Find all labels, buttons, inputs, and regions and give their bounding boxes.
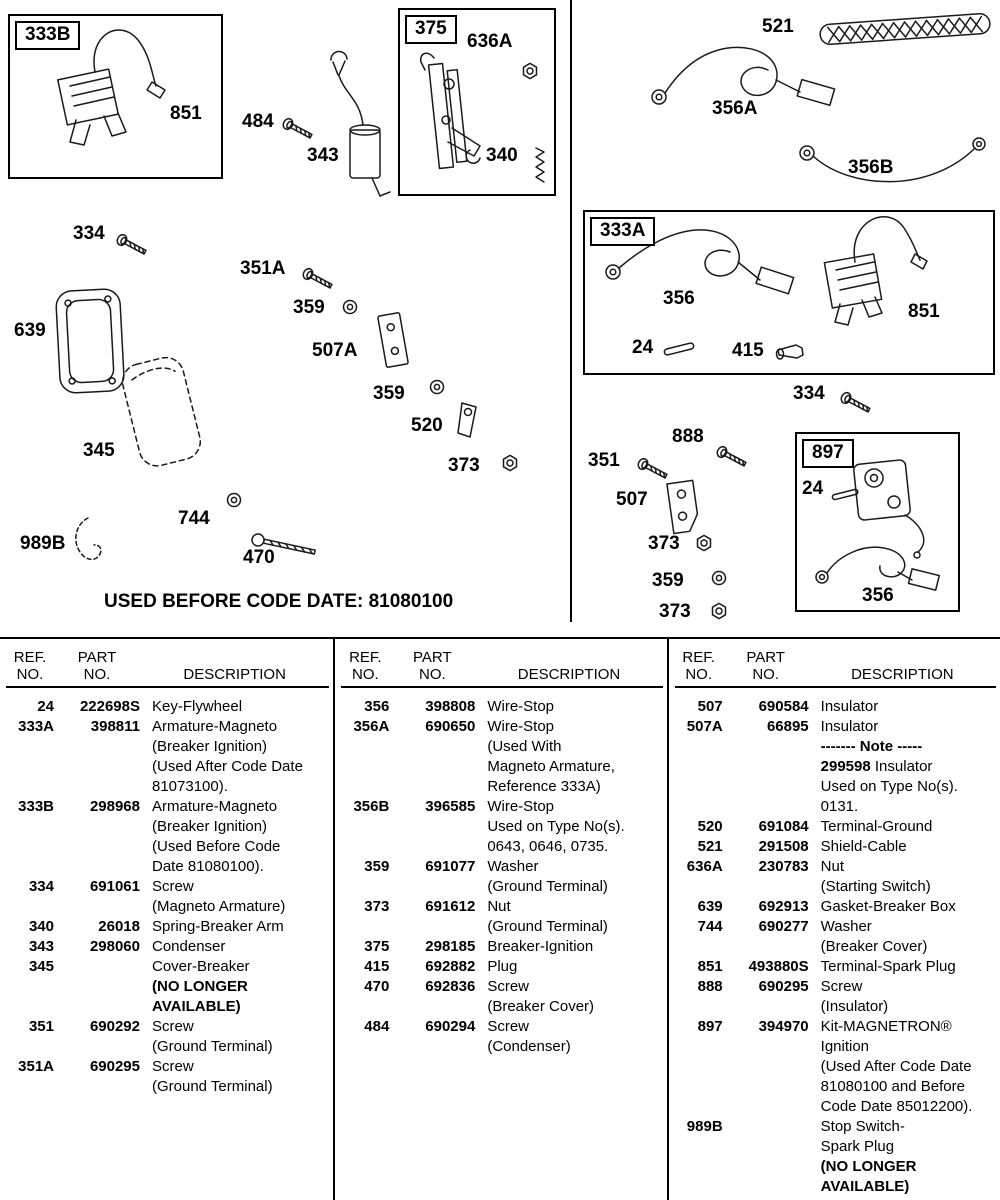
description-cell: [140, 1057, 329, 1097]
part-ref-label-373: 373: [448, 455, 480, 476]
description-text: (Insulator): [820, 998, 889, 1015]
part-no-cell: 690650: [425, 718, 476, 735]
part-row: [6, 877, 329, 917]
insulator-507a-sketch: [378, 312, 409, 367]
part-ref-label-989B: 989B: [20, 533, 66, 554]
part-no-cell: 230783: [758, 858, 809, 875]
ref-no-cell: 343: [28, 938, 54, 955]
part-row: [675, 977, 996, 1017]
part-row: [675, 817, 996, 837]
group-box-label-333A: 333A: [590, 217, 655, 246]
screw-888-icon: [715, 445, 747, 469]
description-cell: [809, 717, 996, 737]
header-ref-no: REF. NO.: [13, 649, 47, 683]
shield-cable-521-sketch: [820, 13, 991, 45]
ref-no-cell: 521: [697, 838, 723, 855]
part-row: [6, 1057, 329, 1097]
part-row: [675, 1017, 996, 1117]
ref-no-cell: 851: [697, 958, 723, 975]
part-no-cell: 690584: [758, 698, 809, 715]
part-ref-label-356A: 356A: [712, 98, 758, 119]
description-text: Condenser: [152, 938, 226, 955]
part-no-cell: 690295: [89, 1058, 140, 1075]
part-row: [6, 957, 329, 1017]
description-cell: [140, 717, 329, 797]
part-no-cell: 291508: [758, 838, 809, 855]
description-cell: [140, 957, 329, 1017]
column-header: [6, 639, 329, 688]
description-text: (Breaker Cover): [820, 938, 928, 955]
part-ref-label-373: 373: [659, 601, 691, 622]
part-ref-label-373: 373: [648, 533, 680, 554]
part-ref-label-744: 744: [178, 508, 210, 529]
part-ref-label-356: 356: [862, 585, 894, 606]
description-text: Terminal-Ground: [820, 818, 933, 835]
description-cell: [475, 957, 662, 977]
nut-373-icon: [504, 455, 517, 470]
description-text: Nut: [487, 898, 511, 915]
part-no-cell: 691077: [425, 858, 476, 875]
description-text: 0643, 0646, 0735.: [487, 838, 609, 855]
part-no-cell: 692913: [758, 898, 809, 915]
description-text: Insulator: [820, 718, 879, 735]
part-ref-label-345: 345: [83, 440, 115, 461]
parts-column-1: [0, 639, 333, 1200]
part-ref-label-484: 484: [242, 111, 274, 132]
part-ref-label-470: 470: [243, 547, 275, 568]
spark-plug-boot-989b-sketch: [76, 518, 101, 559]
description-text: (Breaker Ignition): [152, 818, 268, 835]
parts-table: [0, 637, 1000, 1200]
ref-no-cell: 333B: [18, 798, 54, 815]
description-text: (Breaker Ignition): [152, 738, 268, 755]
part-no-cell: 26018: [98, 918, 140, 935]
ref-no-cell: 989B: [686, 1118, 723, 1135]
header-part-no: PART NO.: [413, 649, 452, 683]
description-text: Insulator: [820, 698, 879, 715]
description-text: 0131.: [820, 798, 859, 815]
description-text: (Starting Switch): [820, 878, 931, 895]
column-rows: [341, 688, 662, 1057]
part-no-cell: 691612: [425, 898, 476, 915]
part-row: [675, 917, 996, 957]
ref-no-cell: 345: [28, 958, 54, 975]
part-no-cell: 298968: [89, 798, 140, 815]
header-part-no: PART NO.: [77, 649, 117, 683]
part-no-cell: 691084: [758, 818, 809, 835]
description-text: Magneto Armature,: [487, 758, 615, 775]
part-row: [341, 717, 662, 797]
parts-column-2: [333, 639, 666, 1200]
description-cell: [809, 697, 996, 717]
part-no-cell: 690295: [758, 978, 809, 995]
part-row: [675, 717, 996, 737]
description-text: Screw: [487, 1018, 530, 1035]
header-part-no: PART NO.: [746, 649, 785, 683]
part-ref-label-507: 507: [616, 489, 648, 510]
description-text: Plug: [487, 958, 518, 975]
ref-no-cell: 639: [697, 898, 723, 915]
part-row: [341, 957, 662, 977]
ref-no-cell: 636A: [686, 858, 723, 875]
description-cell: [475, 897, 662, 937]
column-header: [675, 639, 996, 688]
ref-no-cell: 351: [28, 1018, 54, 1035]
description-cell: [809, 857, 996, 897]
part-ref-label-520: 520: [411, 415, 443, 436]
part-no-cell: 398811: [90, 718, 140, 735]
ref-no-cell: 888: [697, 978, 723, 995]
part-row: [6, 697, 329, 717]
insulator-507-sketch: [667, 480, 700, 533]
terminal-ground-520-sketch: [458, 403, 476, 437]
part-no-cell: [723, 737, 809, 817]
ref-no-cell: 484: [364, 1018, 390, 1035]
description-text: (Used With: [487, 738, 562, 755]
description-text: (Used Before Code: [152, 838, 281, 855]
description-text: Wire-Stop: [487, 698, 555, 715]
screw-484-icon: [281, 117, 313, 141]
description-text: Spark Plug: [820, 1138, 895, 1155]
description-text: Spring-Breaker Arm: [152, 918, 284, 935]
part-no-cell: 396585: [425, 798, 476, 815]
group-box-label-375: 375: [405, 15, 457, 44]
description-cell: [809, 957, 996, 977]
description-text: Kit-MAGNETRON®: [820, 1018, 952, 1035]
part-row: [6, 797, 329, 877]
part-ref-label-343: 343: [307, 145, 339, 166]
column-rows: [675, 688, 996, 1197]
wire-356a-sketch: [652, 47, 835, 105]
description-text: Code Date 85012200).: [820, 1098, 973, 1115]
part-ref-label-359: 359: [652, 570, 684, 591]
description-text: (NO LONGER: [152, 978, 248, 995]
header-description: DESCRIPTION: [183, 666, 286, 683]
ref-no-cell: 24: [37, 698, 54, 715]
part-ref-label-334: 334: [73, 223, 105, 244]
ref-no-cell: 507A: [686, 718, 723, 735]
part-no-cell: 692836: [425, 978, 476, 995]
description-cell: [809, 737, 996, 817]
nut-373-third-icon: [713, 603, 726, 618]
description-text: Gasket-Breaker Box: [820, 898, 956, 915]
part-row: [341, 697, 662, 717]
description-cell: [809, 897, 996, 917]
description-cell: [140, 1017, 329, 1057]
header-ref-no: REF. NO.: [349, 649, 382, 683]
part-no-cell: 66895: [766, 718, 809, 735]
description-text: Washer: [820, 918, 872, 935]
part-no-cell: 690294: [425, 1018, 476, 1035]
description-text: 81080100 and Before: [820, 1078, 965, 1095]
description-text: Nut: [820, 858, 844, 875]
screw-351a-icon: [301, 267, 333, 291]
part-ref-label-851: 851: [170, 103, 202, 124]
group-box-333B: [8, 14, 223, 179]
part-no-cell: 398808: [425, 698, 476, 715]
ref-no-cell: 373: [364, 898, 390, 915]
part-ref-label-351A: 351A: [240, 258, 286, 279]
part-row: [675, 857, 996, 897]
description-text: (Used After Code Date: [152, 758, 303, 775]
description-text: AVAILABLE): [152, 998, 241, 1015]
description-text: Used on Type No(s).: [487, 818, 625, 835]
part-ref-label-24: 24: [802, 478, 824, 499]
description-cell: [140, 797, 329, 877]
ref-no-cell: 356: [364, 698, 390, 715]
ref-no-cell: 415: [364, 958, 390, 975]
ref-no-cell: 359: [364, 858, 390, 875]
part-row: [341, 897, 662, 937]
part-ref-label-521: 521: [762, 16, 794, 37]
screw-334-left-icon: [115, 233, 147, 257]
part-ref-label-356B: 356B: [848, 157, 894, 178]
description-text: Used on Type No(s).: [820, 778, 958, 795]
part-ref-label-334: 334: [793, 383, 825, 404]
description-text: Reference 333A): [487, 778, 601, 795]
part-row: [341, 1017, 662, 1057]
description-text: Washer: [487, 858, 539, 875]
description-text: Screw: [152, 1018, 194, 1035]
ref-no-cell: 340: [28, 918, 54, 935]
description-cell: [140, 937, 329, 957]
part-no-cell: 692882: [425, 958, 476, 975]
code-date-note: USED BEFORE CODE DATE: 81080100: [104, 591, 454, 612]
description-text: Armature-Magneto: [152, 718, 278, 735]
description-text: Cover-Breaker: [152, 958, 250, 975]
description-cell: [475, 697, 662, 717]
ref-no-cell: 356B: [353, 798, 390, 815]
description-text: (Magneto Armature): [152, 898, 286, 915]
description-cell: [809, 837, 996, 857]
ref-no-cell: 351A: [18, 1058, 54, 1075]
breaker-cover-345-sketch: [119, 354, 204, 470]
description-text: Stop Switch-: [820, 1118, 905, 1135]
ref-no-cell: 356A: [353, 718, 390, 735]
part-no-cell: 394970: [758, 1018, 809, 1035]
description-text: Wire-Stop: [487, 718, 555, 735]
description-cell: [809, 1017, 996, 1117]
description-text: (Ground Terminal): [487, 918, 608, 935]
description-text: (Ground Terminal): [152, 1038, 273, 1055]
description-cell: [140, 697, 329, 717]
description-text: Screw: [152, 878, 194, 895]
part-ref-label-24: 24: [632, 337, 654, 358]
ref-no-cell: 507: [697, 698, 723, 715]
washer-359-third-icon: [713, 572, 726, 585]
part-row: [341, 797, 662, 857]
part-row: [675, 837, 996, 857]
part-row: [341, 857, 662, 897]
part-no-cell: [723, 1117, 809, 1197]
ref-no-cell: 375: [364, 938, 390, 955]
part-row: [675, 897, 996, 917]
description-text: Breaker-Ignition: [487, 938, 594, 955]
column-rows: [6, 688, 329, 1097]
description-cell: [475, 1017, 662, 1057]
ref-no-cell: 333A: [18, 718, 54, 735]
description-text: (Condenser): [487, 1038, 571, 1055]
description-text: AVAILABLE): [820, 1178, 910, 1195]
description-text: (Breaker Cover): [487, 998, 595, 1015]
header-description: DESCRIPTION: [851, 666, 954, 683]
description-text: 81073100).: [152, 778, 228, 795]
washer-744-icon: [228, 494, 241, 507]
section-divider-line: [570, 0, 572, 622]
part-row: [675, 957, 996, 977]
ref-no-cell: 520: [697, 818, 723, 835]
part-row: [6, 1017, 329, 1057]
nut-373-second-icon: [698, 535, 711, 550]
header-description: DESCRIPTION: [517, 666, 621, 683]
description-cell: [475, 797, 662, 857]
part-row: [6, 717, 329, 797]
part-ref-label-636A: 636A: [467, 31, 513, 52]
description-text: Screw: [152, 1058, 194, 1075]
description-text: Ignition: [820, 1038, 870, 1055]
part-ref-label-359: 359: [373, 383, 405, 404]
washer-359-icon: [344, 301, 357, 314]
description-text: ------- Note -----: [820, 738, 923, 755]
part-ref-label-356: 356: [663, 288, 695, 309]
part-ref-label-639: 639: [14, 320, 46, 341]
part-no-cell: 298060: [89, 938, 140, 955]
part-no-cell: 691061: [89, 878, 140, 895]
description-cell: [475, 857, 662, 897]
part-ref-label-351: 351: [588, 450, 620, 471]
screw-334-right-icon: [839, 391, 871, 415]
description-text: Screw: [487, 978, 530, 995]
gasket-639-sketch: [55, 288, 124, 393]
part-row: [675, 737, 996, 817]
description-text: (NO LONGER: [820, 1158, 917, 1175]
ref-no-cell: 897: [697, 1018, 723, 1035]
part-no-cell: 690292: [89, 1018, 140, 1035]
ref-no-cell: [675, 737, 723, 817]
group-box-label-897: 897: [802, 439, 854, 468]
description-text: Terminal-Spark Plug: [820, 958, 956, 975]
part-ref-label-888: 888: [672, 426, 704, 447]
description-text: Wire-Stop: [487, 798, 555, 815]
condenser-343-sketch: [331, 51, 390, 196]
part-row: [341, 937, 662, 957]
description-cell: [809, 1117, 996, 1197]
washer-359-second-icon: [431, 381, 444, 394]
description-cell: [475, 717, 662, 797]
part-ref-label-340: 340: [486, 145, 518, 166]
description-cell: [140, 917, 329, 937]
part-ref-label-851: 851: [908, 301, 940, 322]
part-row: [341, 977, 662, 1017]
header-ref-no: REF. NO.: [682, 649, 715, 683]
part-ref-label-507A: 507A: [312, 340, 358, 361]
description-text: Armature-Magneto: [152, 798, 278, 815]
part-no-cell: 298185: [425, 938, 476, 955]
ref-no-cell: 744: [697, 918, 723, 935]
part-no-cell: 493880S: [748, 958, 809, 975]
part-ref-label-415: 415: [732, 340, 764, 361]
description-text: Shield-Cable: [820, 838, 907, 855]
part-ref-label-359: 359: [293, 297, 325, 318]
part-no-cell: [54, 957, 140, 1017]
description-cell: [140, 877, 329, 917]
description-text: Key-Flywheel: [152, 698, 243, 715]
part-row: [6, 937, 329, 957]
description-cell: [809, 977, 996, 1017]
description-cell: [809, 817, 996, 837]
ref-no-cell: 470: [364, 978, 390, 995]
description-cell: [475, 937, 662, 957]
part-no-cell: 222698S: [79, 698, 140, 715]
description-text: Screw: [820, 978, 863, 995]
group-box-label-333B: 333B: [15, 21, 80, 50]
part-row: [675, 697, 996, 717]
description-cell: [475, 977, 662, 1017]
part-row: [675, 1117, 996, 1197]
part-row: [6, 917, 329, 937]
parts-column-3: [667, 639, 1000, 1200]
description-text: (Ground Terminal): [152, 1078, 273, 1095]
description-cell: [809, 917, 996, 957]
column-header: [341, 639, 662, 688]
screw-351-icon: [636, 457, 668, 481]
part-no-cell: 690277: [758, 918, 809, 935]
description-text: Date 81080100).: [152, 858, 264, 875]
description-text: (Ground Terminal): [487, 878, 608, 895]
description-text: (Used After Code Date: [820, 1058, 972, 1075]
ref-no-cell: 334: [28, 878, 54, 895]
description-text: 299598: [820, 758, 875, 775]
description-text: Insulator: [874, 758, 933, 775]
